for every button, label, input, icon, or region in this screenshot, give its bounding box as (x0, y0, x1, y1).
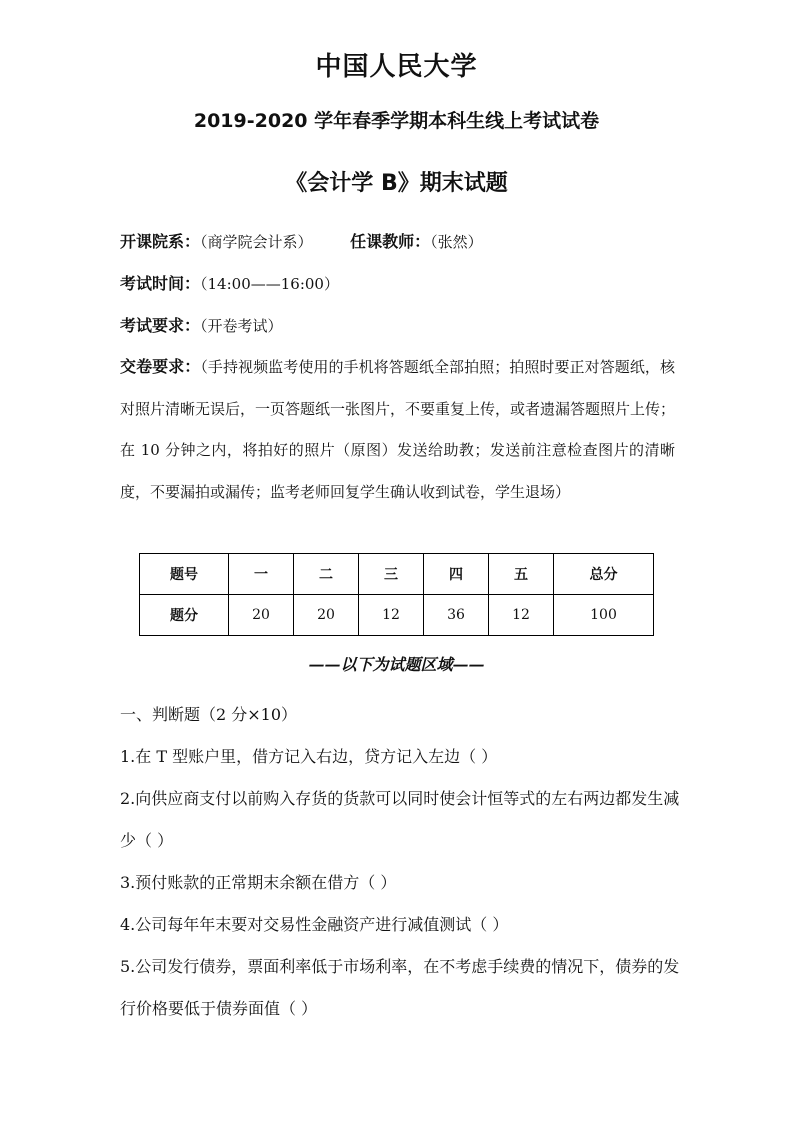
score-cell: 20 (229, 595, 294, 636)
dept-label: 开课院系： (120, 232, 201, 251)
course-title: 《会计学 B》期末试题 (285, 171, 508, 196)
score-header-cell: 总分 (554, 554, 654, 595)
score-cell: 36 (424, 595, 489, 636)
time-line (120, 273, 339, 295)
time-label: 考试时间： (120, 274, 201, 293)
dept-value: （商学院会计系） (200, 233, 313, 251)
question-item: 3.预付账款的正常期末余额在借方（ ） (120, 873, 397, 892)
score-table-header-row (140, 554, 654, 595)
question-item: 5.公司发行债券，票面利率低于市场利率，在不考虑手续费的情况下，债券的发行价格要低于债券面值（ ） (120, 957, 680, 1018)
score-header-cell: 一 (229, 554, 294, 595)
teacher-value: （张然） (430, 233, 483, 251)
score-cell: 100 (554, 595, 654, 636)
score-header-cell: 四 (424, 554, 489, 595)
question-item: 2.向供应商支付以前购入存货的货款可以同时使会计恒等式的左右两边都发生减少（ ） (120, 789, 680, 850)
requirement-value: （开卷考试） (200, 317, 283, 335)
score-cell: 12 (359, 595, 424, 636)
submit-label: 交卷要求： (120, 357, 201, 376)
exam-title: 2019-2020 学年春季学期本科生线上考试试卷 (193, 110, 600, 132)
requirement-line (120, 315, 283, 337)
score-header-cell: 二 (294, 554, 359, 595)
score-header-cell: 三 (359, 554, 424, 595)
question-item: 1.在 T 型账户里，借方记入右边，贷方记入左边（ ） (120, 747, 498, 766)
question-item: 4.公司每年年末要对交易性金融资产进行减值测试（ ） (120, 915, 509, 934)
university-title: 中国人民大学 (315, 52, 478, 82)
time-value: （14:00——16:00） (200, 275, 339, 293)
submit-instructions (120, 346, 675, 513)
section-heading: 一、判断题（2 分×10） (120, 705, 298, 724)
score-cell: 12 (489, 595, 554, 636)
submit-value: （手持视频监考使用的手机将答题纸全部拍照；拍照时要正对答题纸，核对照片清晰无误后，一页答题纸一张图片，不要重复上传，或者遗漏答题照片上传；在 10 分钟之内，将拍好的照片（原图）发送给助教；发送前注意检查图片的清晰度，不要漏拍或漏传；监考老师回复学生确认收到试卷，学生退场） (120, 358, 676, 501)
requirement-label: 考试要求： (120, 316, 201, 335)
score-header-cell: 五 (489, 554, 554, 595)
score-cell: 20 (294, 595, 359, 636)
teacher-label: 任课教师： (350, 232, 431, 251)
question-area-divider: ——以下为试题区域—— (308, 655, 485, 674)
score-table (139, 553, 654, 636)
dept-teacher-line (120, 231, 483, 253)
score-row-label: 题分 (140, 595, 229, 636)
score-header-cell: 题号 (140, 554, 229, 595)
score-table-value-row (140, 595, 654, 636)
